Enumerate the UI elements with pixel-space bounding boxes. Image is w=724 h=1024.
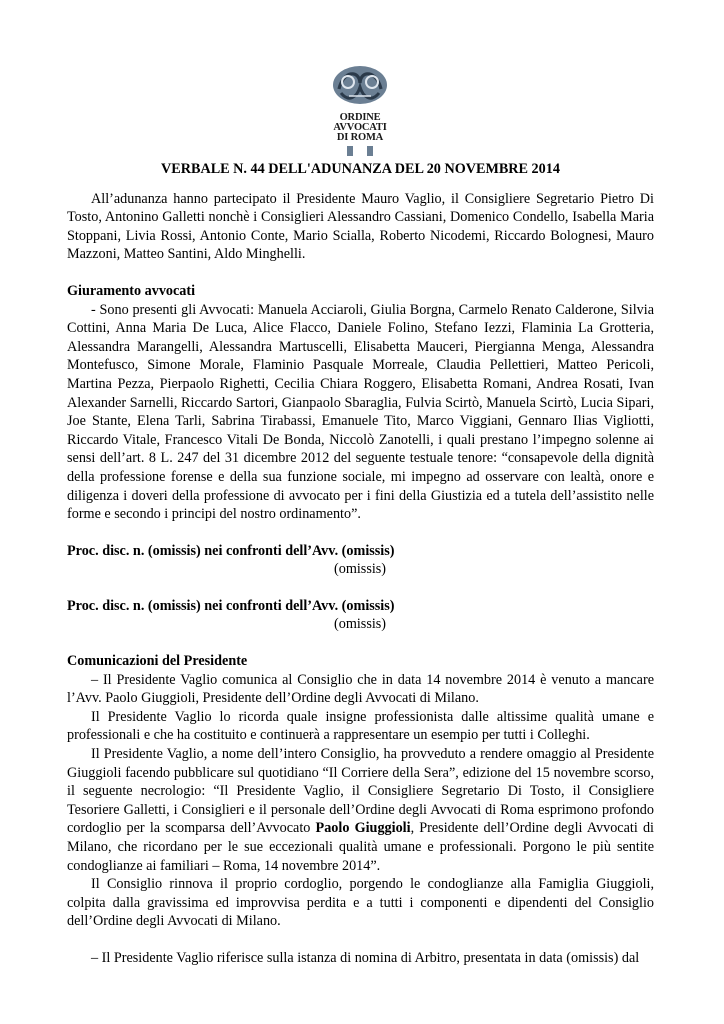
comms-paragraph-2: Il Presidente Vaglio lo ricorda quale insigne professionista dalle altissime qualità umane e professionali e che ha costituito e continuerà a rappresentare un esempio per tutti i Colleghi. <box>67 708 654 744</box>
ordine-avvocati-roma-logo <box>325 63 395 151</box>
comms-heading: Comunicazioni del Presidente <box>67 653 248 670</box>
document-title: VERBALE N. 44 DELL'ADUNANZA DEL 20 NOVEMBRE 2014 <box>161 161 560 177</box>
proc2-body: (omissis) <box>334 616 387 633</box>
columns-icon <box>325 145 395 157</box>
comms-paragraph-1: – Il Presidente Vaglio comunica al Consiglio che in data 14 novembre 2014 è venuto a mancare l’Avv. Paolo Giuggioli, Presidente dell’Ordine degli Avvocati di Milano. <box>67 671 654 707</box>
oath-heading: Giuramento avvocati <box>67 282 196 299</box>
comms-paragraph-4: Il Consiglio rinnova il proprio cordoglio, porgendo le condoglianze alla Famiglia Giuggioli, colpita dalla gravissima ed improvvisa perdita e a tutti i componenti e dipendenti del Consiglio dell’Ordine degli Avvocati di Milano. <box>67 876 654 930</box>
comms-p3-bold-name: Paolo Giuggioli <box>315 820 411 837</box>
logo-line-2: AVVOCATI <box>333 121 387 133</box>
proc1-body: (omissis) <box>334 561 387 578</box>
comms-paragraph-5: – Il Presidente Vaglio riferisce sulla istanza di nomina di Arbitro, presentata in data (omissis) dal <box>91 949 640 966</box>
logo-line-1: ORDINE <box>339 111 381 123</box>
document-body <box>67 160 654 968</box>
comms-paragraph-3 <box>67 745 654 875</box>
proc1-heading: Proc. disc. n. (omissis) nei confronti dell’Avv. (omissis) <box>67 542 395 559</box>
comms-p3-after: , Presidente dell’Ordine degli Avvocati di Milano, che ricordano per le sue eccezionali qualità umane e professionali. Porgono le più sentite condoglianze ai familiari – Roma, 14 novembre 2014”. <box>67 820 654 874</box>
comms-p3-before: Il Presidente Vaglio, a nome dell’intero Consiglio, ha provveduto a rendere omaggio al Presidente Giuggioli facendo pubblicare sul quotidiano “Il Corriere della Sera”, edizione del 15 novembre scorso, il seguente necrologio: “Il Presidente Vaglio, il Consigliere Segretario Di Tosto, il Consigliere Tesoriere Galletti, i Consiglieri e il personale dell’Ordine degli Avvocati di Roma esprimono profondo cordoglio per la scomparsa dell’Avvocato <box>67 746 654 837</box>
oath-paragraph: - Sono presenti gli Avvocati: Manuela Acciaroli, Giulia Borgna, Carmelo Renato Calderone, Silvia Cottini, Anna Maria De Luca, Alice Flacco, Daniele Folino, Stefano Iezzi, Flaminia La Grotteria, Alessandra Marangelli, Alessandra Martuscelli, Elisabetta Mauceri, Piergianna Menga, Alessandra Montefusco, Simone Morale, Flaminio Pasquale Morreale, Claudia Pellettieri, Matteo Pericoli, Martina Pezza, Pierpaolo Righetti, Cecilia Chiara Roggero, Elisabetta Romani, Andrea Rosati, Ivan Alexander Sarnelli, Riccardo Sartori, Gianpaolo Sbaraglia, Fulvia Scirtò, Manuela Scirtò, Lucia Sipari, Joe Stante, Elena Tarli, Sabrina Tirabassi, Emanuele Tito, Marco Viggiani, Gennaro Ilias Vigliotti, Riccardo Vitale, Francesco Vitali De Bonda, Niccolò Zanotelli, i quali prestano l’impegno solenne ai sensi dell’art. 8 L. 247 del 31 dicembre 2012 del seguente testuale tenore: “consapevole della dignità della professione forense e della sua funzione sociale, mi impegno ad osservare con lealtà, onore e diligenza i doveri della professione di avvocato per i fini della Giustizia ed a tutela dell’assistito nelle forme e secondo i principi del nostro ordinamento”. <box>67 301 654 523</box>
attendance-paragraph: All’adunanza hanno partecipato il Presidente Mauro Vaglio, il Consigliere Segretario Pietro Di Tosto, Antonino Galletti nonchè i Consiglieri Alessandro Cassiani, Domenico Condello, Isabella Maria Stoppani, Livia Rossi, Antonio Conte, Mario Scialla, Roberto Nicodemi, Riccardo Bolognesi, Mauro Mazzoni, Matteo Santini, Aldo Minghelli. <box>67 190 654 263</box>
proc2-heading: Proc. disc. n. (omissis) nei confronti dell’Avv. (omissis) <box>67 597 395 614</box>
logo-line-3: DI ROMA <box>336 131 384 143</box>
emblem-icon <box>325 63 395 107</box>
